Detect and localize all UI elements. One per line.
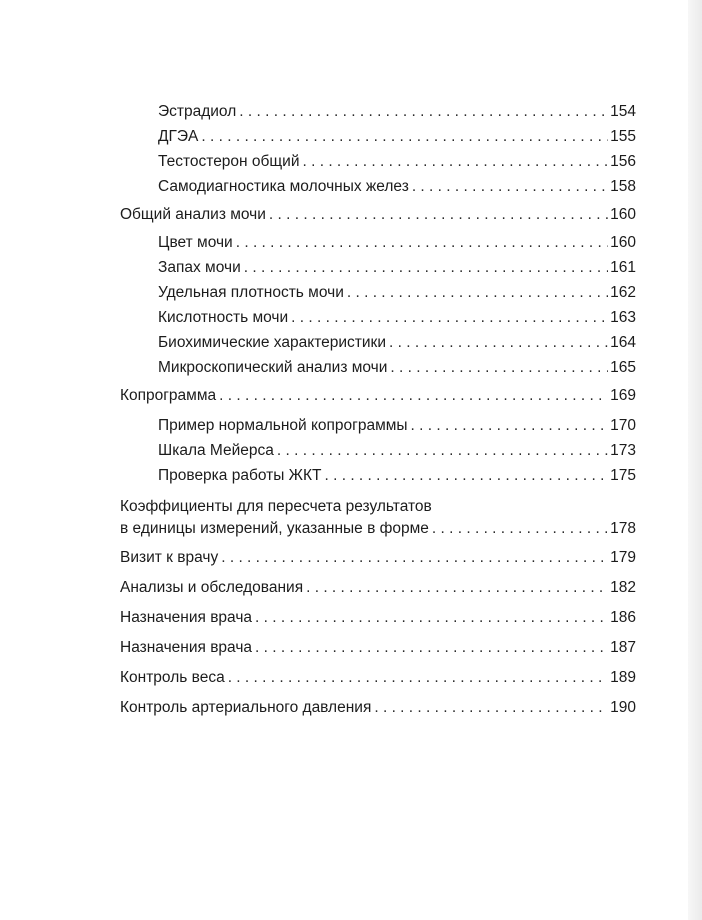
toc-leader-dots [374,695,608,720]
toc-leader-dots [412,174,608,199]
toc-leader-dots [291,305,608,330]
toc-entry-label: Копрограмма [120,387,217,404]
toc-entry-label: ДГЭА [158,128,199,145]
toc-leader-dots [228,665,608,690]
toc-entry-dhea[interactable] [120,124,636,149]
toc-page-number: 155 [610,128,636,145]
toc-leader-dots [324,463,608,488]
toc-entry-urine-analysis[interactable] [120,202,636,227]
toc-entry-blood-pressure[interactable] [120,695,636,720]
toc-leader-dots [347,280,608,305]
toc-page-number: 158 [610,178,636,195]
toc-entry-gi-check[interactable] [120,463,636,488]
toc-entry-urine-smell[interactable] [120,255,636,280]
toc-page-number: 160 [610,234,636,251]
toc-entry-label: Кислотность мочи [158,309,289,326]
toc-page-number: 164 [610,334,636,351]
toc-entry-label: Проверка работы ЖКТ [158,467,322,484]
toc-entry-coefficients[interactable] [120,496,636,540]
toc-leader-dots [239,99,608,124]
toc-entry-urine-acidity[interactable] [120,305,636,330]
toc-leader-dots [302,149,608,174]
toc-entry-label: Контроль артериального давления [120,699,372,716]
toc-entry-urine-color[interactable] [120,230,636,255]
toc-entry-label: Биохимические характеристики [158,334,386,351]
toc-page-number: 179 [610,549,636,566]
toc-entry-urine-density[interactable] [120,280,636,305]
toc-leader-dots [277,438,608,463]
toc-entry-label-line1: Коэффициенты для пересчета результатов [120,498,432,515]
toc-entry-prescriptions-2[interactable] [120,635,636,660]
toc-leader-dots [236,230,608,255]
toc-leader-dots [432,518,608,540]
table-of-contents [120,99,636,720]
toc-page-number: 170 [610,417,636,434]
toc-page-number: 178 [610,520,636,537]
toc-entry-label: Самодиагностика молочных желез [158,178,409,195]
toc-page-number: 186 [610,609,636,626]
toc-entry-label: Контроль веса [120,669,225,686]
toc-entry-label: Удельная плотность мочи [158,284,344,301]
toc-entry-normal-coprogram[interactable] [120,413,636,438]
toc-page-number: 161 [610,259,636,276]
toc-entry-label: Эстрадиол [158,103,237,120]
toc-entry-microscopic[interactable] [120,355,636,380]
toc-page-number: 173 [610,442,636,459]
toc-page-number: 156 [610,153,636,170]
toc-entry-doctor-visit[interactable] [120,545,636,570]
toc-entry-tests[interactable] [120,575,636,600]
toc-entry-label: Пример нормальной копрограммы [158,417,408,434]
toc-entry-estradiol[interactable] [120,99,636,124]
toc-leader-dots [390,355,608,380]
toc-entry-prescriptions-1[interactable] [120,605,636,630]
toc-entry-testosterone[interactable] [120,149,636,174]
toc-entry-label: Микроскопический анализ мочи [158,359,388,376]
toc-leader-dots [244,255,608,280]
toc-entry-coprogram[interactable] [120,383,636,408]
toc-leader-dots [201,124,608,149]
toc-page-number: 190 [610,699,636,716]
toc-entry-weight-control[interactable] [120,665,636,690]
toc-leader-dots [411,413,609,438]
toc-entry-label: Назначения врача [120,639,253,656]
toc-entry-breast-self-exam[interactable] [120,174,636,199]
toc-page-number: 160 [610,206,636,223]
toc-entry-label: Визит к врачу [120,549,219,566]
toc-entry-label: Запах мочи [158,259,241,276]
toc-leader-dots [219,383,608,408]
toc-entry-label: Назначения врача [120,609,253,626]
toc-page-number: 169 [610,387,636,404]
toc-entry-biochemical[interactable] [120,330,636,355]
page-edge-shadow [688,0,702,920]
toc-leader-dots [269,202,608,227]
toc-leader-dots [221,545,608,570]
toc-page-number: 163 [610,309,636,326]
toc-entry-label: Общий анализ мочи [120,206,266,223]
toc-entry-label: Шкала Мейерса [158,442,274,459]
toc-leader-dots [255,605,608,630]
toc-entry-label: Цвет мочи [158,234,233,251]
toc-entry-meyers-scale[interactable] [120,438,636,463]
toc-entry-label: Тестостерон общий [158,153,300,170]
toc-entry-label-line2-row [120,518,636,540]
toc-entry-label-line2: в единицы измерений, указанные в форме [120,520,429,537]
toc-leader-dots [255,635,608,660]
toc-entry-label: Анализы и обследования [120,579,304,596]
toc-page-number: 189 [610,669,636,686]
toc-leader-dots [389,330,608,355]
toc-page-number: 187 [610,639,636,656]
toc-page-number: 162 [610,284,636,301]
toc-page-number: 182 [610,579,636,596]
toc-page-number: 154 [610,103,636,120]
toc-page-number: 165 [610,359,636,376]
toc-page-number: 175 [610,467,636,484]
toc-leader-dots [306,575,608,600]
